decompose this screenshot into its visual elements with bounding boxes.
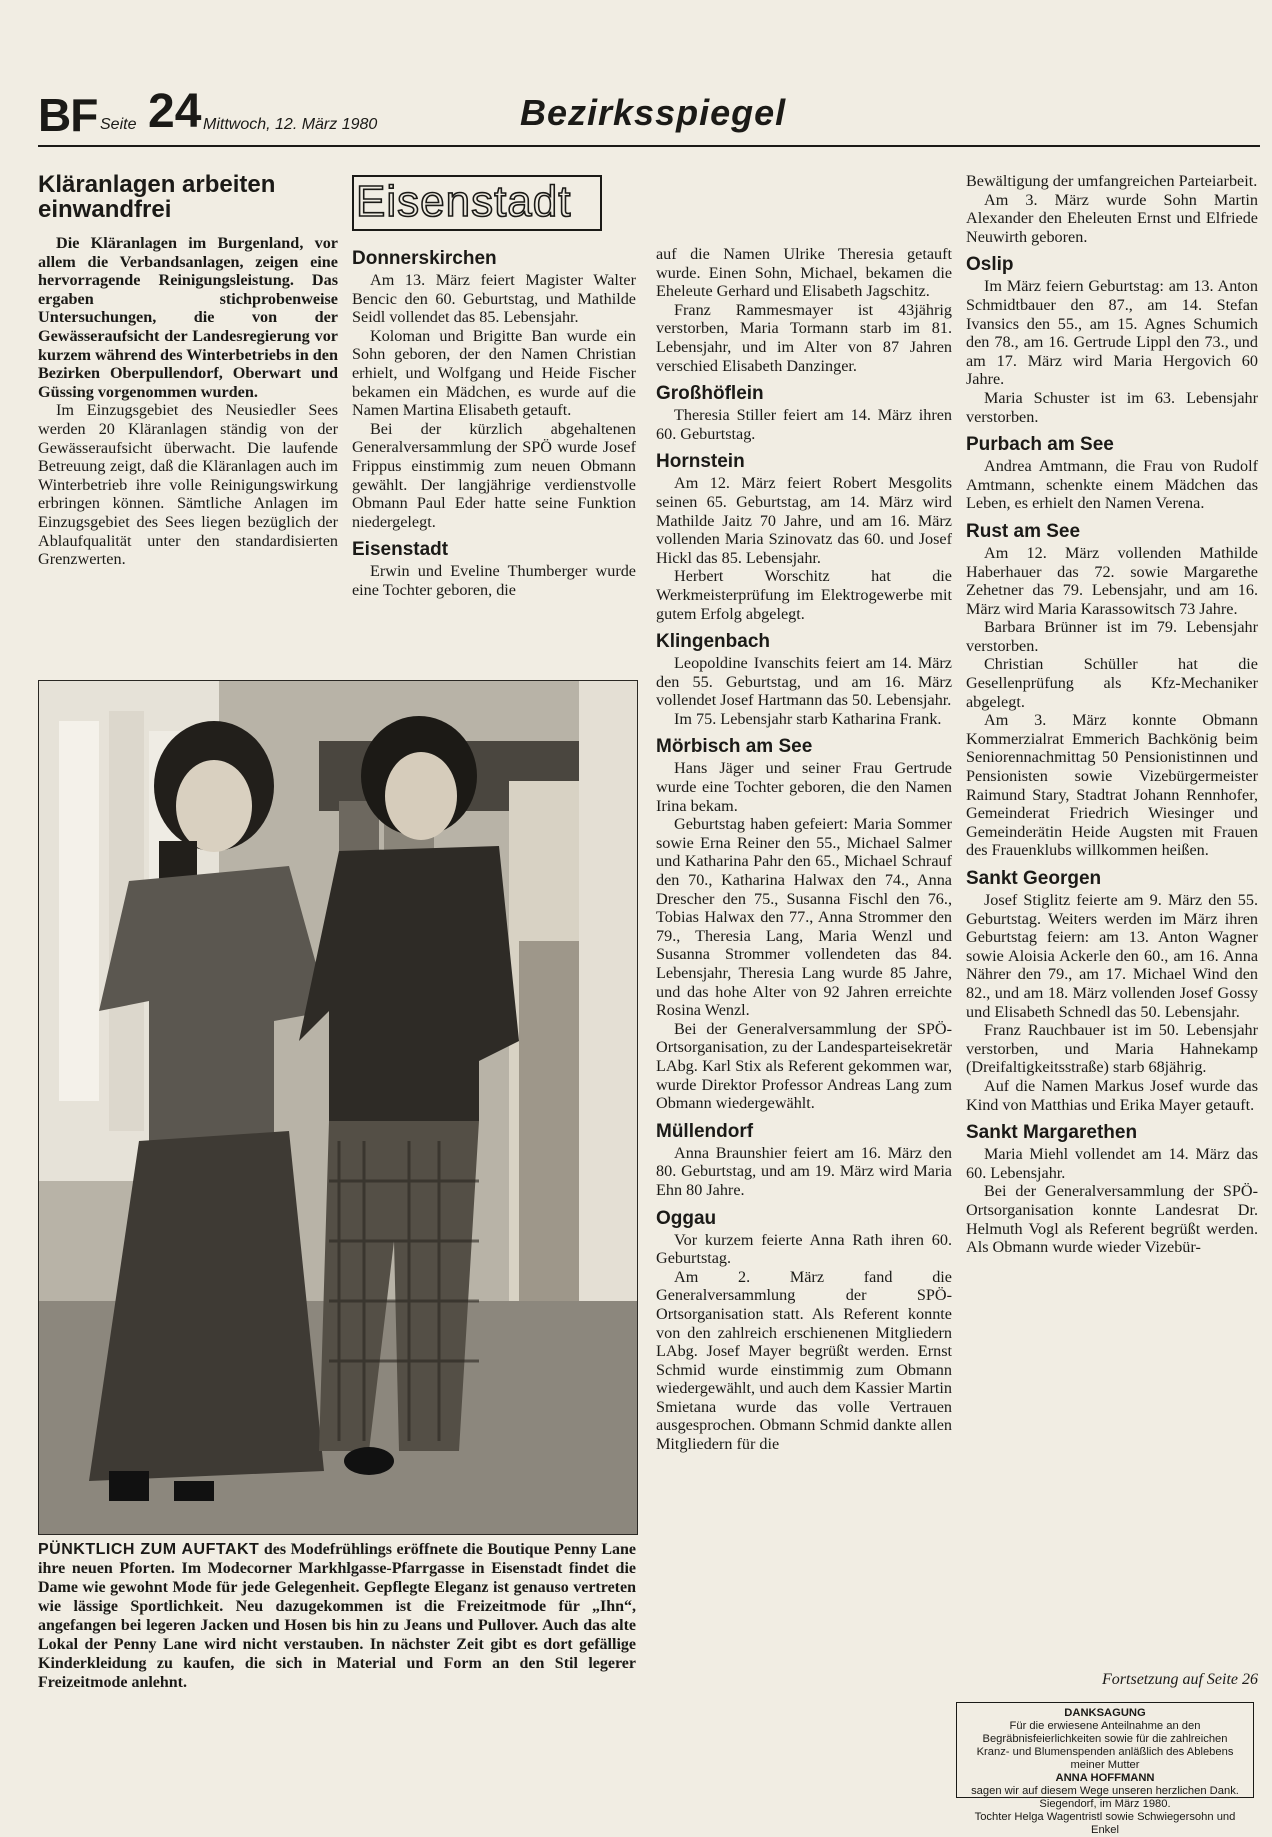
place-heading: Müllendorf <box>656 1120 754 1142</box>
lead-article-intro: Die Kläranlagen im Burgenland, vor allem die Verbandsanlagen, zeigen eine hervorragende Reinigungsleistung. Das ergaben stichprobenweise Untersuchungen, die von der Gewässeraufsicht der Landesregierung vor kurzem während des Winterbetriebs in den Bezirken Oberpullendorf, Oberwart und Güssing vorgenommen wurden. <box>38 234 338 401</box>
photo-illustration <box>39 681 637 1534</box>
district-label: Eisenstadt <box>356 177 572 226</box>
news-paragraph: Franz Rauchbauer ist im 50. Lebensjahr verstorben, und Maria Hahnekamp (Dreifaltigkeitsstraße) starb 68jährig. <box>966 1021 1258 1077</box>
news-paragraph: Leopoldine Ivanschits feiert am 14. März den 55. Geburtstag, und am 16. März vollendet Josef Hartmann das 50. Lebensjahr. <box>656 654 952 710</box>
section-title: Bezirksspiegel <box>520 92 787 133</box>
notice-title: DANKSAGUNG <box>1064 1707 1146 1719</box>
news-paragraph: Am 12. März feiert Robert Mesgolits seinen 65. Geburtstag, am 14. März wird Mathilde Jaitz 70 Jahre, und am 16. März vollenden Maria Szinovatz das 60. und Josef Hickl das 85. Lebensjahr. <box>656 474 952 567</box>
news-column-2 <box>352 248 636 600</box>
lead-article-title: Kläranlagen arbeiten einwandfrei <box>38 171 276 223</box>
news-paragraph: Koloman und Brigitte Ban wurde ein Sohn geboren, der den Namen Christian erhielt, und Wolfgang und Heide Fischer bekamen ein Mädchen, es wurde auf die Namen Martina Elisabeth getauft. <box>352 326 636 420</box>
place-heading: Oslip <box>966 254 1014 276</box>
newspaper-logo: BF <box>38 89 98 141</box>
thanks-notice <box>956 1702 1254 1836</box>
boutique-photo <box>38 680 638 1535</box>
photo-caption <box>38 1540 636 1692</box>
news-paragraph: auf die Namen Ulrike Theresia getauft wurde. Einen Sohn, Michael, bekamen die Eheleute Gerhard und Elisabeth Jagschitz. <box>656 245 952 301</box>
news-paragraph: Andrea Amtmann, die Frau von Rudolf Amtmann, schenkte einem Mädchen das Leben, es erhielt den Namen Verena. <box>966 457 1258 513</box>
news-paragraph: Anna Braunshier feiert am 16. März den 80. Geburtstag, und am 19. März wird Maria Ehn 80 Jahre. <box>656 1143 952 1199</box>
notice-signature: Tochter Helga Wagentristl sowie Schwiegersohn und Enkel <box>974 1811 1236 1836</box>
news-paragraph: Am 3. März wurde Sohn Martin Alexander den Eheleuten Ernst und Elfriede Neuwirth geboren. <box>966 190 1258 246</box>
masthead <box>38 84 1268 152</box>
news-paragraph: Barbara Brünner ist im 79. Lebensjahr verstorben. <box>966 618 1258 655</box>
notice-place-date: Siegendorf, im März 1980. <box>1039 1798 1171 1810</box>
news-paragraph: Maria Miehl vollendet am 14. März das 60. Lebensjahr. <box>966 1145 1258 1182</box>
place-heading: Sankt Georgen <box>966 868 1102 889</box>
place-heading: Klingenbach <box>656 631 771 653</box>
news-paragraph: Theresia Stiller feiert am 14. März ihren 60. Geburtstag. <box>656 406 952 443</box>
notice-text: sagen wir auf diesem Wege unseren herzlichen Dank. <box>971 1785 1239 1797</box>
place-heading: Sankt Margarethen <box>966 1122 1138 1144</box>
issue-date: Mittwoch, 12. März 1980 <box>203 116 378 133</box>
news-paragraph: Am 12. März vollenden Mathilde Haberhauer das 72. sowie Margarethe Zehetner das 79. Lebensjahr, und am 16. März wird Maria Karassowitsch 73 Jahre. <box>966 543 1258 618</box>
place-heading: Donnerskirchen <box>352 248 497 269</box>
lead-article-body: Im Einzugsgebiet des Neusiedler Sees werden 20 Kläranlagen ständig von der Gewässeraufsicht überwacht. Die laufende Betreuung zeigt, daß die Kläranlagen auch im Winterbetrieb ihre volle Reinigungswirkung erbringen können. Sämtliche Anlagen im Einzugsgebiet des Sees liegen bezüglich der Ablaufqualität unter den standardisierten Grenzwerten. <box>38 401 338 569</box>
place-heading: Großhöflein <box>656 383 764 405</box>
caption-text: des Modefrühlings eröffnete die Boutique Penny Lane ihre neuen Pforten. Im Modecorner Markhlgasse-Pfarrgasse in Eisenstadt findet die Dame wie gewohnt Mode für jede Gelegenheit. Gepflegte Eleganz ist genauso vertreten wie lässige Sportlichkeit. Neu dazugekommen ist die Freizeitmode für „Ihn“, angefangen bei legeren Jacken und Hosen bis hin zu Jeans und Pullover. Auch das alte Lokal der Penny Lane wird nicht verstauben. In nächster Zeit gibt es dort gefällige Kinderkleidung zu kaufen, die sich in Material und Form an den Stil legerer Freizeitmode anlehnt. <box>38 1541 636 1691</box>
news-paragraph: Im März feiern Geburtstag: am 13. Anton Schmidtbauer den 87., am 14. Stefan Ivansics den 55., am 15. Agnes Schumich den 78., am 16. Gertrude Lippl den 73., und am 17. März wird Maria Hergovich 60 Jahre. <box>966 277 1258 389</box>
news-paragraph: Auf die Namen Markus Josef wurde das Kind von Matthias und Erika Mayer getauft. <box>966 1076 1258 1114</box>
continuation-note: Fortsetzung auf Seite 26 <box>1102 1671 1258 1688</box>
news-paragraph: Maria Schuster ist im 63. Lebensjahr verstorben. <box>966 388 1258 426</box>
news-paragraph: Herbert Worschitz hat die Werkmeisterprüfung im Elektrogewerbe mit gutem Erfolg abgelegt. <box>656 567 952 623</box>
news-paragraph: Am 13. März feiert Magister Walter Bencic den 60. Geburtstag, und Mathilde Seidl vollendet das 85. Lebensjahr. <box>352 271 636 327</box>
place-heading: Hornstein <box>656 451 745 473</box>
place-heading: Oggau <box>656 1207 717 1229</box>
news-paragraph: Am 3. März konnte Obmann Kommerzialrat Emmerich Bachkönig beim Seniorennachmittag 50 Pensionistinnen und Pensionisten sowie Vizebürgermeister Raimund Stary, Stadtrat Johann Rennhofer, Gemeinderat Friedrich Wiesinger und Gemeinderätin Heide Augsten mit Frauen des Frauenklubs willkommen heißen. <box>966 711 1258 860</box>
news-paragraph: Erwin und Eveline Thumberger wurde eine Tochter geboren, die <box>352 562 636 599</box>
page-label: Seite <box>100 116 137 133</box>
news-paragraph: Hans Jäger und seiner Frau Gertrude wurde eine Tochter geboren, die den Namen Irina bekam. <box>656 759 952 815</box>
news-paragraph: Am 2. März fand die Generalversammlung der SPÖ-Ortsorganisation statt. Als Referent konnte von den zahlreich erschienenen Mitgliedern LAbg. Josef Mayer begrüßt werden. Ernst Schmid wurde einstimmig zum Obmann wiedergewählt, und auch dem Kassier Martin Smietana wurde das volle Vertrauen ausgesprochen. Obmann Schmid dankte allen Mitgliedern für die <box>656 1267 952 1454</box>
news-paragraph: Franz Rammesmayer ist 43jährig verstorben, Maria Tormann starb im 81. Lebensjahr, und im Alter von 87 Jahren verschied Elisabeth Danzinger. <box>656 300 952 375</box>
place-heading: Rust am See <box>966 520 1081 542</box>
place-heading: Mörbisch am See <box>656 736 813 758</box>
news-paragraph: Josef Stiglitz feierte am 9. März den 55. Geburtstag. Weiters werden im März ihren Geburtstag feiern: am 13. Anton Wagner sowie Aloisia Ackerle den 60., am 16. Anna Nährer den 79., am 17. Michael Wind den 82., und am 18. März vollenden Josef Gossy und Elisabeth Schnedl das 50. Lebensjahr. <box>966 891 1258 1021</box>
news-paragraph: Im 75. Lebensjahr starb Katharina Frank. <box>674 709 942 728</box>
page-number: 24 <box>148 85 202 138</box>
news-column-4 <box>966 172 1258 1257</box>
lead-article <box>38 172 338 569</box>
caption-lead: PÜNKTLICH ZUM AUFTAKT <box>38 1541 260 1558</box>
place-heading: Eisenstadt <box>352 539 449 561</box>
news-paragraph: Geburtstag haben gefeiert: Maria Sommer sowie Erna Reiner den 55., Michael Salmer und Katharina Pahr den 65., Michael Schrauf den 70., Katharina Halwax den 74., Anna Drescher den 75., Susanna Fischl den 76., Tobias Halwax den 77., Anna Strommer den 79., Theresia Lang, Maria Wenzl und Susanna Strommer vollendeten das 84. Lebensjahr, Theresia Lang wurde 85 Jahre, und das hohe Alter von 92 Jahren erreichte Rosina Wenzl. <box>656 815 952 1020</box>
header-rule <box>38 145 1260 147</box>
news-paragraph: Vor kurzem feierte Anna Rath ihren 60. Geburtstag. <box>656 1230 952 1268</box>
news-paragraph: Bei der Generalversammlung der SPÖ-Ortsorganisation, zu der Landesparteisekretär LAbg. Karl Stix als Referent gekommen war, wurde Direktor Professor Andreas Lang zum Obmann wiedergewählt. <box>656 1019 952 1113</box>
notice-name: ANNA HOFFMANN <box>1055 1772 1155 1784</box>
place-heading: Purbach am See <box>966 434 1114 456</box>
news-paragraph: Bei der kürzlich abgehaltenen Generalversammlung der SPÖ wurde Josef Frippus einstimmig zum neuen Obmann gewählt. Der langjährige verdienstvolle Obmann Paul Eder hatte seine Funktion niedergelegt. <box>352 419 636 531</box>
news-paragraph: Bewältigung der umfangreichen Parteiarbeit. <box>966 172 1258 190</box>
news-column-3 <box>656 245 952 1454</box>
news-paragraph: Bei der Generalversammlung der SPÖ-Ortsorganisation konnte Landesrat Dr. Helmuth Vogl als Referent begrüßt werden. Als Obmann wurde wieder Vizebür- <box>966 1182 1258 1257</box>
notice-text: Für die erwiesene Anteilnahme an den Begräbnisfeierlichkeiten sowie für die zahlreichen Kranz- und Blumenspenden anläßlich des Ablebens meiner Mutter <box>976 1720 1234 1771</box>
news-paragraph: Christian Schüller hat die Gesellenprüfung als Kfz-Mechaniker abgelegt. <box>966 655 1258 711</box>
